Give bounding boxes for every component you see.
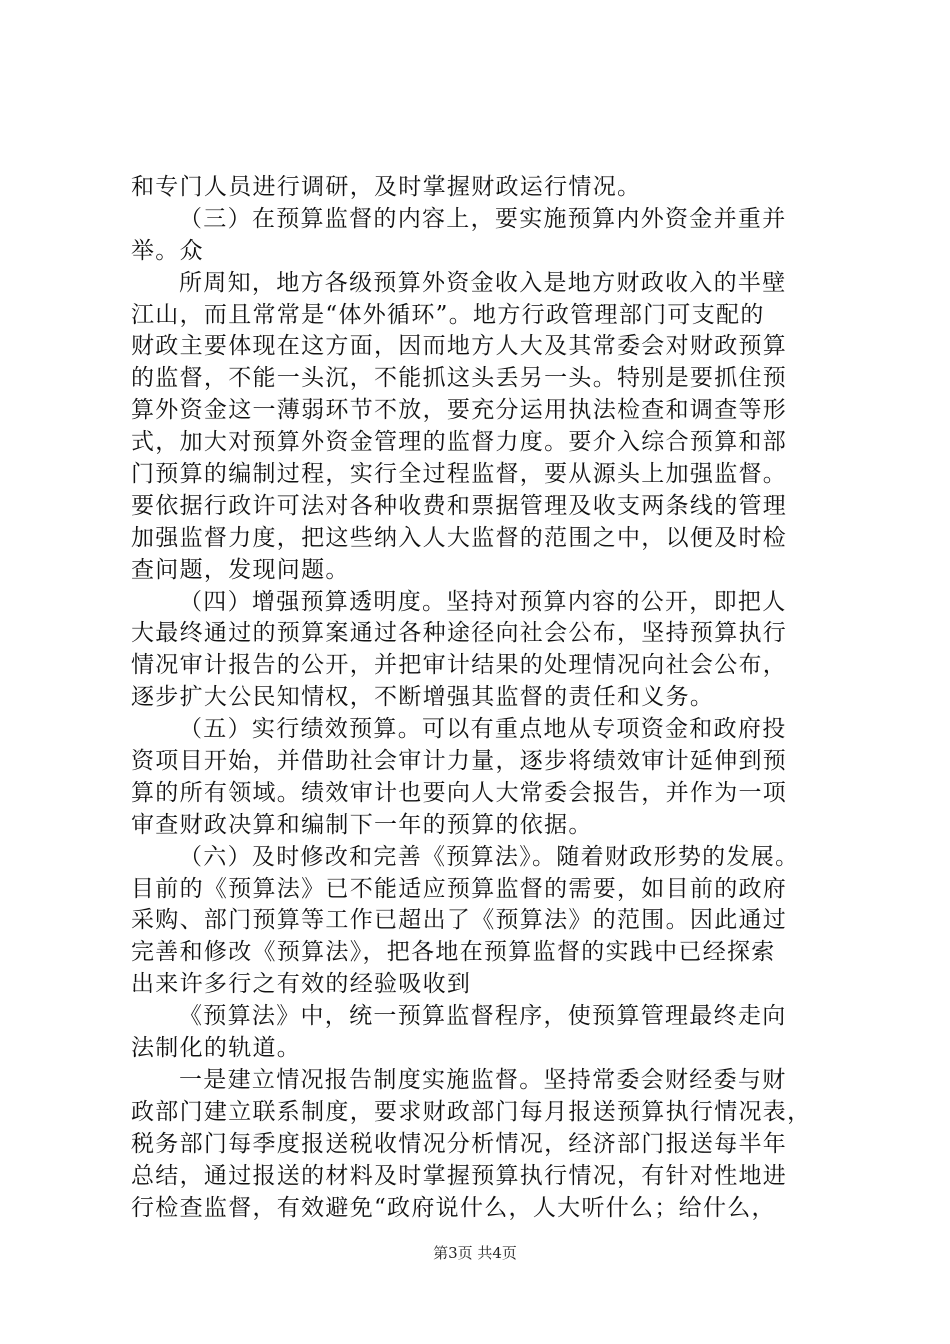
text-line: 查问题，发现问题。 — [131, 556, 350, 583]
text-line: 的监督，不能一头沉，不能抓这头丢另一头。特别是要抓住预 — [131, 365, 788, 392]
text-line: 采购、部门预算等工作已超出了《预算法》的范围。因此通过 — [131, 907, 788, 934]
text-line: 《预算法》中，统一预算监督程序，使预算管理最终走向 — [179, 1003, 787, 1030]
page-footer: 第3页 共4页 — [433, 1244, 517, 1262]
text-line: 举。众 — [131, 237, 204, 264]
text-line: 所周知，地方各级预算外资金收入是地方财政收入的半壁 — [179, 269, 787, 296]
text-line: 和专门人员进行调研，及时掌握财政运行情况。 — [131, 174, 642, 200]
text-line: （六）及时修改和完善《预算法》。随着财政形势的发展。 — [179, 843, 800, 870]
text-line: 算的所有领域。绩效审计也要向人大常委会报告，并作为一项 — [131, 779, 788, 806]
text-line: （三）在预算监督的内容上，要实施预算内外资金并重并 — [179, 205, 787, 232]
text-line: 法制化的轨道。 — [131, 1035, 302, 1062]
text-line: 一是建立情况报告制度实施监督。坚持常委会财经委与财 — [179, 1066, 787, 1093]
text-line: 出来许多行之有效的经验吸收到 — [131, 971, 472, 998]
text-line: （四）增强预算透明度。坚持对预算内容的公开，即把人 — [179, 588, 787, 615]
text-line: 式，加大对预算外资金管理的监督力度。要介入综合预算和部 — [131, 429, 788, 456]
body-text — [131, 172, 831, 1224]
text-line: 完善和修改《预算法》，把各地在预算监督的实践中已经探索 — [131, 939, 776, 966]
text-line: 政部门建立联系制度，要求财政部门每月报送预算执行情况表， — [131, 1098, 812, 1125]
text-line: 资项目开始，并借助社会审计力量，逐步将绩效审计延伸到预 — [131, 748, 788, 775]
text-line: 要依据行政许可法对各种收费和票据管理及收支两条线的管理 — [131, 492, 788, 519]
text-line: 目前的《预算法》已不能适应预算监督的需要，如目前的政府 — [131, 875, 788, 902]
text-line: 行检查监督，有效避免“政府说什么，人大听什么；给什么， — [131, 1194, 776, 1221]
text-line: 加强监督力度，把这些纳入人大监督的范围之中，以便及时检 — [131, 524, 788, 551]
text-line: 财政主要体现在这方面，因而地方人大及其常委会对财政预算 — [131, 333, 788, 360]
text-line: 门预算的编制过程，实行全过程监督，要从源头上加强监督。 — [131, 461, 788, 488]
text-line: 逐步扩大公民知情权，不断增强其监督的责任和义务。 — [131, 684, 715, 711]
text-line: （五）实行绩效预算。可以有重点地从专项资金和政府投 — [179, 716, 787, 743]
text-line: 审查财政决算和编制下一年的预算的依据。 — [131, 811, 593, 838]
text-line: 大最终通过的预算案通过各种途径向社会公布，坚持预算执行 — [131, 620, 788, 647]
text-line: 税务部门每季度报送税收情况分析情况，经济部门报送每半年 — [131, 1130, 788, 1157]
text-line: 情况审计报告的公开，并把审计结果的处理情况向社会公布， — [131, 652, 788, 679]
text-line: 总结，通过报送的材料及时掌握预算执行情况，有针对性地进 — [131, 1162, 788, 1189]
text-line: 江山，而且常常是“体外循环”。地方行政管理部门可支配的 — [131, 301, 765, 328]
text-line: 算外资金这一薄弱环节不放，要充分运用执法检查和调查等形 — [131, 397, 788, 424]
